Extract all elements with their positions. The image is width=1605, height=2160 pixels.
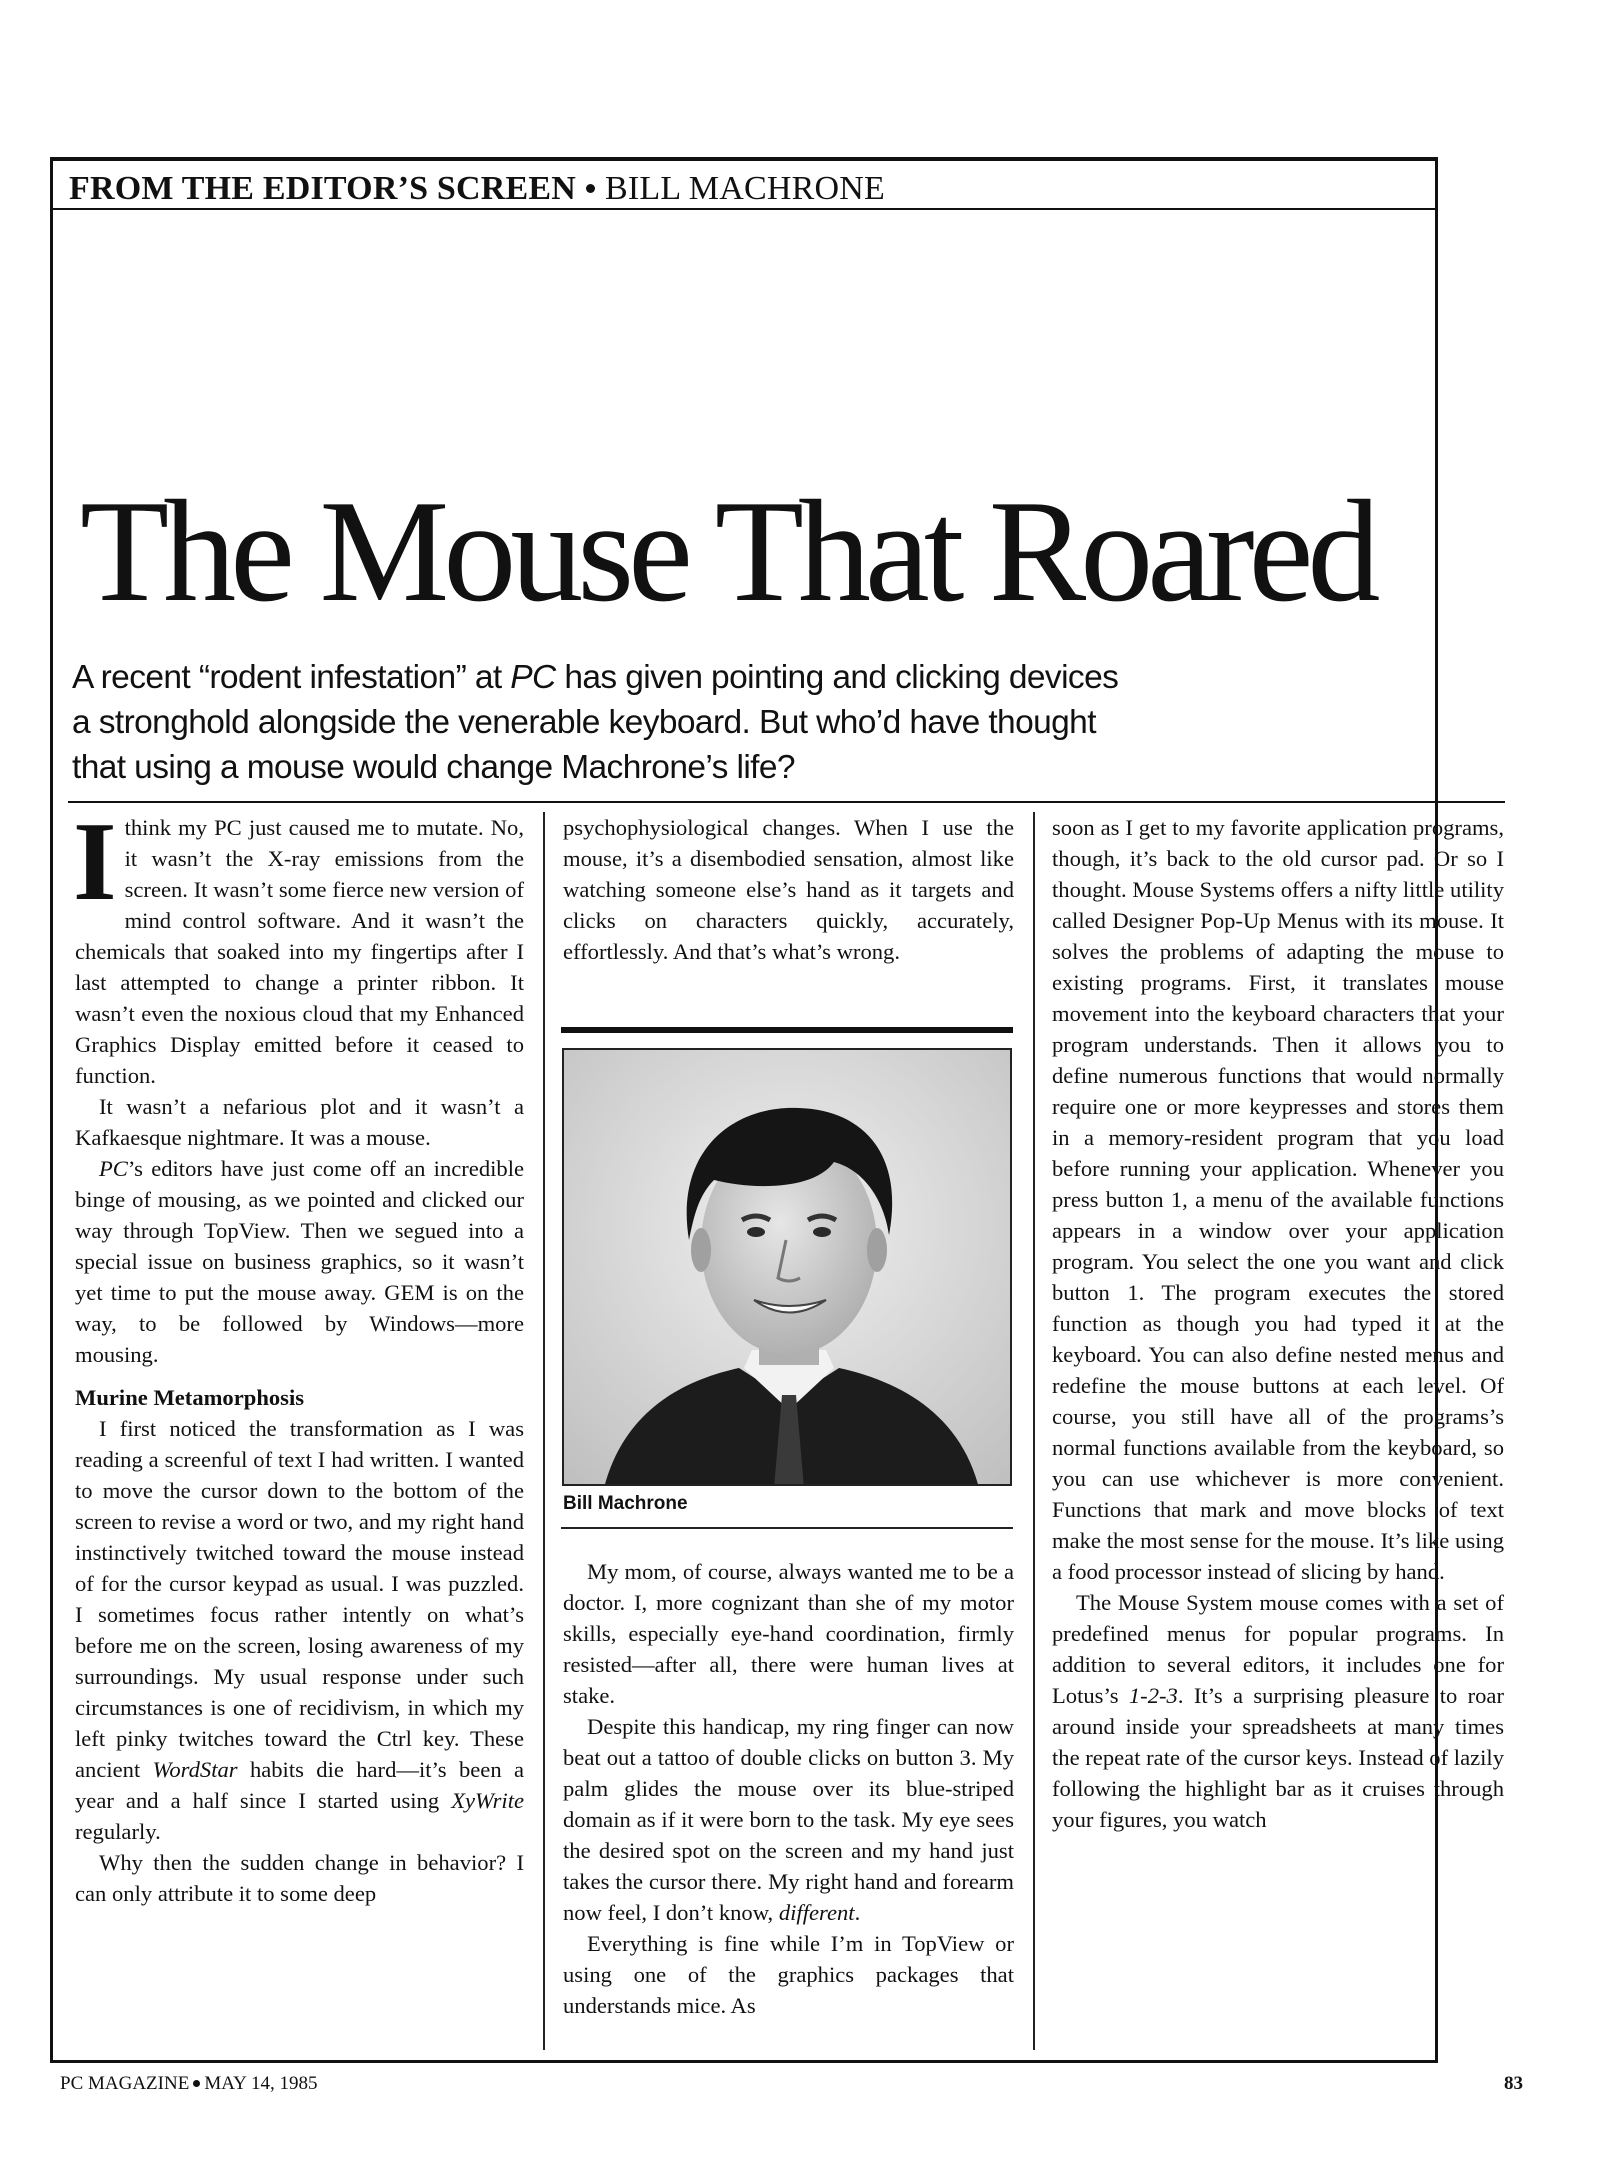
section-name: FROM THE EDITOR’S SCREEN — [69, 170, 577, 207]
deck-line: that using a mouse would change Machrone’s life? — [72, 749, 795, 786]
column-1 — [73, 800, 525, 1909]
footer-left: PC MAGAZINE MAY 14, 1985 — [60, 2073, 318, 2094]
paragraph: soon as I get to my favorite application programs, though, it’s back to the old cursor pad. Or so I thought. Mouse Systems offers a nifty little utility called Designer Pop-Up Menus with its mouse. It solves the problems of adapting the mouse to existing programs. First, it translates mouse movement into the keyboard characters that your program understands. Then it allows you to define numerous functions that would normally require one or more keypresses and stores them in a memory-resident program that you load before running your application. Whenever you press button 1, a menu of the available functions appears in a window over your application program. You select the one you want and click button 1. The program executes the stored function as though you had typed it at the keyboard. You can also define nested menus and redefine the mouse buttons at each level. Of course, you still have all of the programs’s normal functions available from the keyboard, so you can use whichever is more convenient. Functions that mark and move blocks of text make the most sense for the mouse. It’s like using a food processor instead of slicing by hand. — [1052, 815, 1504, 1584]
paragraph: psychophysiological changes. When I use the mouse, it’s a disembodied sensation, almost like watching someone else’s hand as it targets and clicks on characters quickly, accurately, effortlessly. And that’s what’s wrong. — [563, 815, 1014, 964]
article-title: The Mouse That Roared — [80, 470, 1375, 632]
deck-line: A recent “rodent infestation” at PC has given pointing and clicking devices — [72, 659, 1119, 696]
column-rule — [543, 812, 545, 2050]
column-2-top — [563, 812, 1014, 967]
deck-rule — [68, 801, 1505, 803]
photo-caption: Bill Machrone — [563, 1493, 688, 1514]
portrait-image — [564, 1050, 1012, 1486]
paragraph: Despite this handicap, my ring finger can now beat out a tattoo of double clicks on button 3. My palm glides the mouse over its blue-striped domain as if it were born to the task. My eye sees the desired spot on the screen and my hand just takes the cursor there. My right hand and forearm now feel, I don’t know, different. — [563, 1714, 1014, 1925]
photo-rule — [561, 1027, 1013, 1033]
paragraph: PC’s editors have just come off an incredible binge of mousing, as we pointed and clicked our way through TopView. Then we segued into a special issue on business graphics, so it wasn’t yet time to put the mouse away. GEM is on the way, to be followed by Windows—more mousing. — [75, 1156, 524, 1367]
author-name: BILL MACHRONE — [605, 170, 885, 207]
page-number: 83 — [1504, 2073, 1523, 2094]
bullet-icon — [193, 2080, 200, 2087]
column-rule — [1033, 812, 1035, 2050]
caption-rule — [561, 1527, 1013, 1529]
author-photo — [562, 1048, 1012, 1486]
kicker-bar — [53, 164, 1435, 210]
bullet-icon — [586, 184, 595, 193]
column-2-bottom — [563, 1556, 1014, 2021]
paragraph: I first noticed the transformation as I was reading a screenful of text I had written. I wanted to move the cursor down to the bottom of the screen to revise a word or two, and my right hand instinctively twitched toward the mouse instead of for the cursor keypad as usual. I was puzzled. I sometimes focus rather intently on what’s before me on the screen, losing awareness of my surroundings. My usual response under such circumstances is one of recidivism, in which my left pinky twitches toward the Ctrl key. These ancient WordStar habits die hard—it’s been a year and a half since I started using XyWrite regularly. — [75, 1416, 525, 1844]
paragraph: Why then the sudden change in behavior? I can only attribute it to some deep — [75, 1850, 524, 1906]
column-3 — [1052, 812, 1504, 1835]
paragraph: My mom, of course, always wanted me to be a doctor. I, more cognizant than she of my motor skills, especially eye-hand coordination, firmly resisted—after all, there were human lives at stake. — [563, 1559, 1014, 1708]
paragraph: Ithink my PC just caused me to mutate. No, it wasn’t the X-ray emissions from the screen. It wasn’t some fierce new version of mind control software. And it wasn’t the chemicals that soaked into my fingertips after I last attempted to change a printer ribbon. It wasn’t even the noxious cloud that my Enhanced Graphics Display emitted before it ceased to function. — [73, 800, 524, 1088]
article-deck — [72, 655, 1272, 790]
paragraph: It wasn’t a nefarious plot and it wasn’t a Kafkaesque nightmare. It was a mouse. — [75, 1094, 524, 1150]
paragraph: Everything is fine while I’m in TopView or using one of the graphics packages that understands mice. As — [563, 1931, 1014, 2018]
deck-line: a stronghold alongside the venerable keyboard. But who’d have thought — [72, 704, 1096, 741]
subhead: Murine Metamorphosis — [75, 1385, 305, 1410]
drop-cap: I — [73, 800, 117, 924]
paragraph: The Mouse System mouse comes with a set of predefined menus for popular programs. In addition to several editors, it includes one for Lotus’s 1-2-3. It’s a surprising pleasure to roar around inside your spreadsheets at many times the repeat rate of the cursor keys. Instead of lazily following the highlight bar as it cruises through your figures, you watch — [1052, 1590, 1504, 1832]
kicker — [69, 170, 885, 208]
